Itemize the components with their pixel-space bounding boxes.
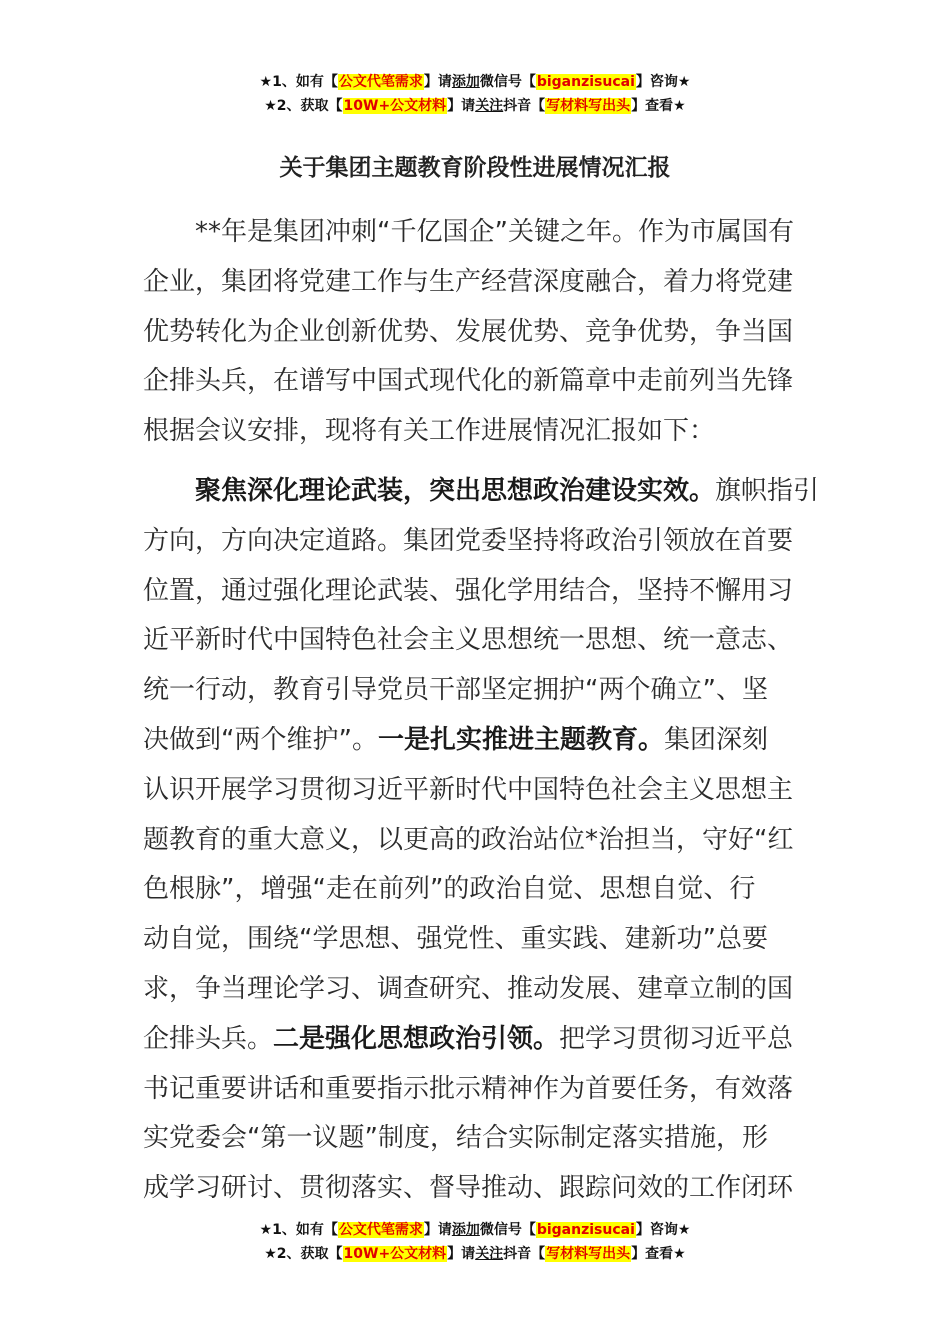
text-line: 企业，集团将党建工作与生产经营深度融合，着力将党建 xyxy=(143,266,794,297)
text-line: 认识开展学习贯彻习近平新时代中国特色社会主义思想主 xyxy=(143,774,794,805)
footer-ad-banner xyxy=(0,1218,950,1266)
text-line: 动自觉，围绕“学思想、强党性、重实践、建新功”总要 xyxy=(143,924,768,955)
text-line: 决做到“两个维护”。一是扎实推进主题教育。集团深刻 xyxy=(143,724,768,755)
highlight-ghostwriting: 公文代笔需求 xyxy=(338,74,423,90)
footer-ad-line-1: ★1、如有【公文代笔需求】请添加微信号【biganzisucai】咨询★ xyxy=(259,1222,691,1238)
highlight-ghostwriting: 公文代笔需求 xyxy=(338,1222,423,1238)
highlight-materials: 10W+公文材料 xyxy=(343,98,447,114)
highlight-douyin-account: 写材料写出头 xyxy=(546,1246,631,1262)
section-heading: 聚焦深化理论武装，突出思想政治建设实效。 xyxy=(195,475,716,506)
text-line: 实党委会“第一议题”制度，结合实际制定落实措施，形 xyxy=(143,1123,768,1154)
text-line: 书记重要讲话和重要指示批示精神作为首要任务，有效落 xyxy=(143,1073,794,1104)
document-body xyxy=(143,208,820,1214)
text-line: 色根脉”，增强“走在前列”的政治自觉、思想自觉、行 xyxy=(143,874,756,905)
paragraph-theory xyxy=(143,467,820,1214)
text-line: 成学习研讨、贯彻落实、督导推动、跟踪问效的工作闭环 xyxy=(143,1173,794,1204)
highlight-wechat-id: biganzisucai xyxy=(536,1222,635,1238)
text-line: 统一行动，教育引导党员干部坚定拥护“两个确立”、坚 xyxy=(143,675,768,706)
text-line: 方向，方向决定道路。集团党委坚持将政治引领放在首要 xyxy=(143,525,794,556)
footer-ad-line-2: ★2、获取【10W+公文材料】请关注抖音【写材料写出头】查看★ xyxy=(264,1246,686,1262)
point-heading-2: 二是强化思想政治引领。 xyxy=(273,1023,560,1054)
text-line: 位置，通过强化理论武装、强化学用结合，坚持不懈用习 xyxy=(143,575,794,606)
highlight-wechat-id: biganzisucai xyxy=(536,74,635,90)
text-line: **年是集团冲刺“千亿国企”关键之年。作为市属国有 xyxy=(195,217,794,247)
text-line: 题教育的重大意义，以更高的政治站位*治担当，守好“红 xyxy=(143,824,794,855)
document-title: 关于集团主题教育阶段性进展情况汇报 xyxy=(279,155,671,181)
highlight-materials: 10W+公文材料 xyxy=(343,1246,447,1262)
text-line: 求，争当理论学习、调查研究、推动发展、建章立制的国 xyxy=(143,973,794,1004)
paragraph-intro xyxy=(143,208,808,457)
point-heading-1: 一是扎实推进主题教育。 xyxy=(377,724,664,755)
header-ad-banner xyxy=(0,70,950,118)
text-line: 优势转化为企业创新优势、发展优势、竞争优势，争当国 xyxy=(143,316,794,347)
text-line: 近平新时代中国特色社会主义思想统一思想、统一意志、 xyxy=(143,625,794,656)
text-line: 企排头兵，在谱写中国式现代化的新篇章中走前列当先锋 xyxy=(143,366,794,397)
highlight-douyin-account: 写材料写出头 xyxy=(546,98,631,114)
text-line: 根据会议安排，现将有关工作进展情况汇报如下： xyxy=(143,416,716,447)
header-ad-line-2: ★2、获取【10W+公文材料】请关注抖音【写材料写出头】查看★ xyxy=(264,98,686,114)
text-line: 企排头兵。二是强化思想政治引领。把学习贯彻习近平总 xyxy=(143,1023,794,1054)
header-ad-line-1: ★1、如有【公文代笔需求】请添加微信号【biganzisucai】咨询★ xyxy=(259,74,691,90)
text-line: 聚焦深化理论武装，突出思想政治建设实效。旗帜指引 xyxy=(195,475,820,506)
